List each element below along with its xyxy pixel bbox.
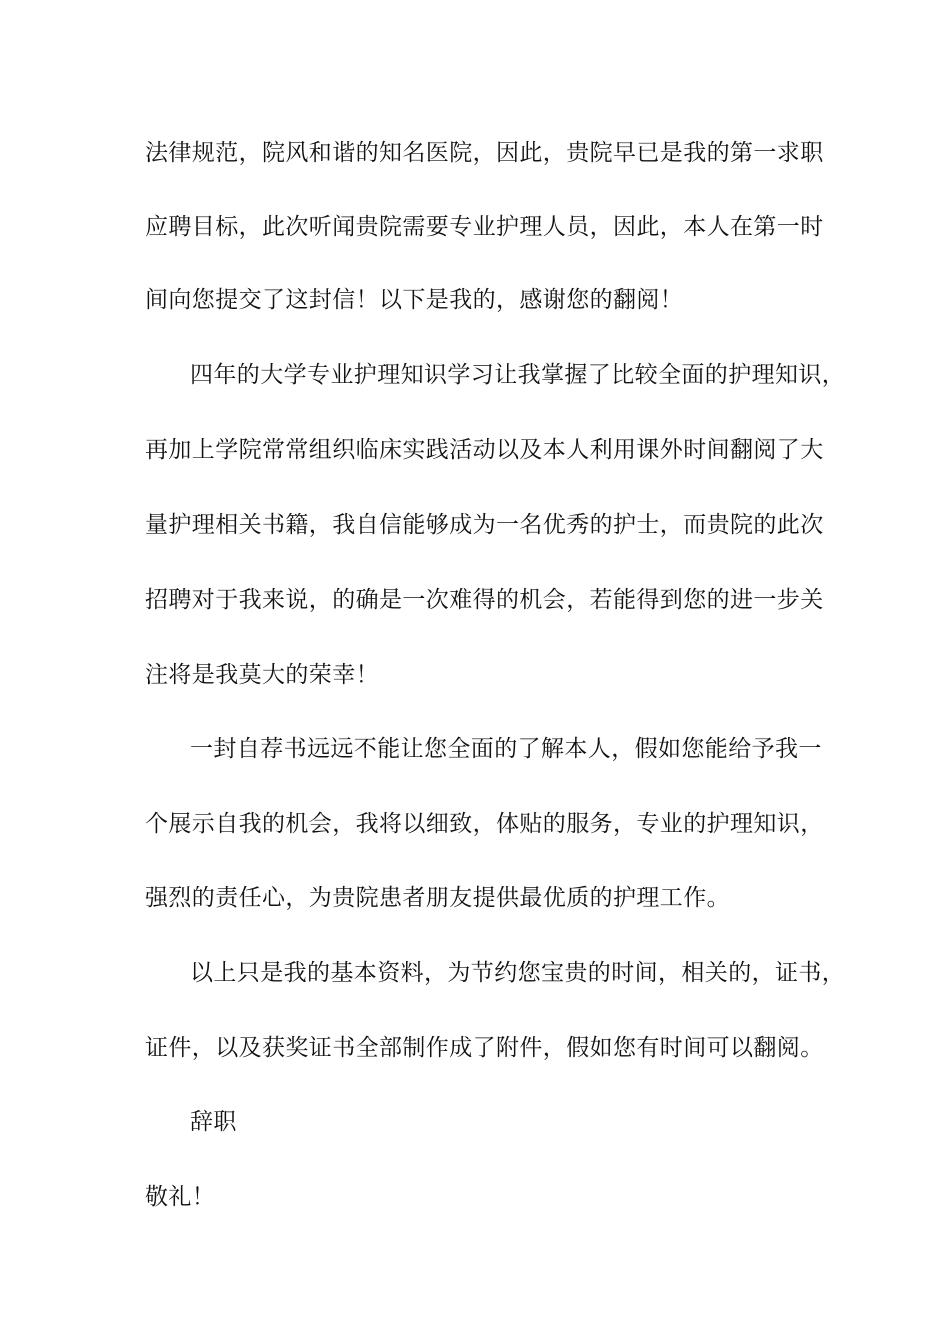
paragraph-first-line: 以上只是我的基本资料，为节约您宝贵的时间，相关的，证书，: [190, 960, 846, 986]
salutation: 敬礼！: [145, 1184, 216, 1210]
paragraph-first-line: 一封自荐书远远不能让您全面的了解本人，假如您能给予我一: [190, 736, 822, 762]
body-line: 强烈的责任心，为贵院患者朋友提供最优质的护理工作。: [145, 885, 730, 911]
body-line: 量护理相关书籍，我自信能够成为一名优秀的护士，而贵院的此次: [145, 512, 824, 538]
paragraph-first-line: 四年的大学专业护理知识学习让我掌握了比较全面的护理知识，: [190, 362, 846, 388]
body-line: 法律规范，院风和谐的知名医院，因此，贵院早已是我的第一求职: [145, 140, 824, 166]
body-line: 注将是我莫大的荣幸！: [145, 662, 379, 688]
body-line: 间向您提交了这封信！以下是我的，感谢您的翻阅！: [145, 287, 684, 313]
body-line: 应聘目标，此次听闻贵院需要专业护理人员，因此，本人在第一时: [145, 214, 824, 240]
body-line: 招聘对于我来说，的确是一次难得的机会，若能得到您的进一步关: [145, 587, 824, 613]
body-line: 证件，以及获奖证书全部制作成了附件，假如您有时间可以翻阅。: [145, 1035, 824, 1061]
body-line: 个展示自我的机会，我将以细致，体贴的服务，专业的护理知识，: [145, 811, 824, 837]
body-line: 再加上学院常常组织临床实践活动以及本人利用课外时间翻阅了大: [145, 437, 824, 463]
closing-phrase: 辞职: [190, 1109, 237, 1135]
